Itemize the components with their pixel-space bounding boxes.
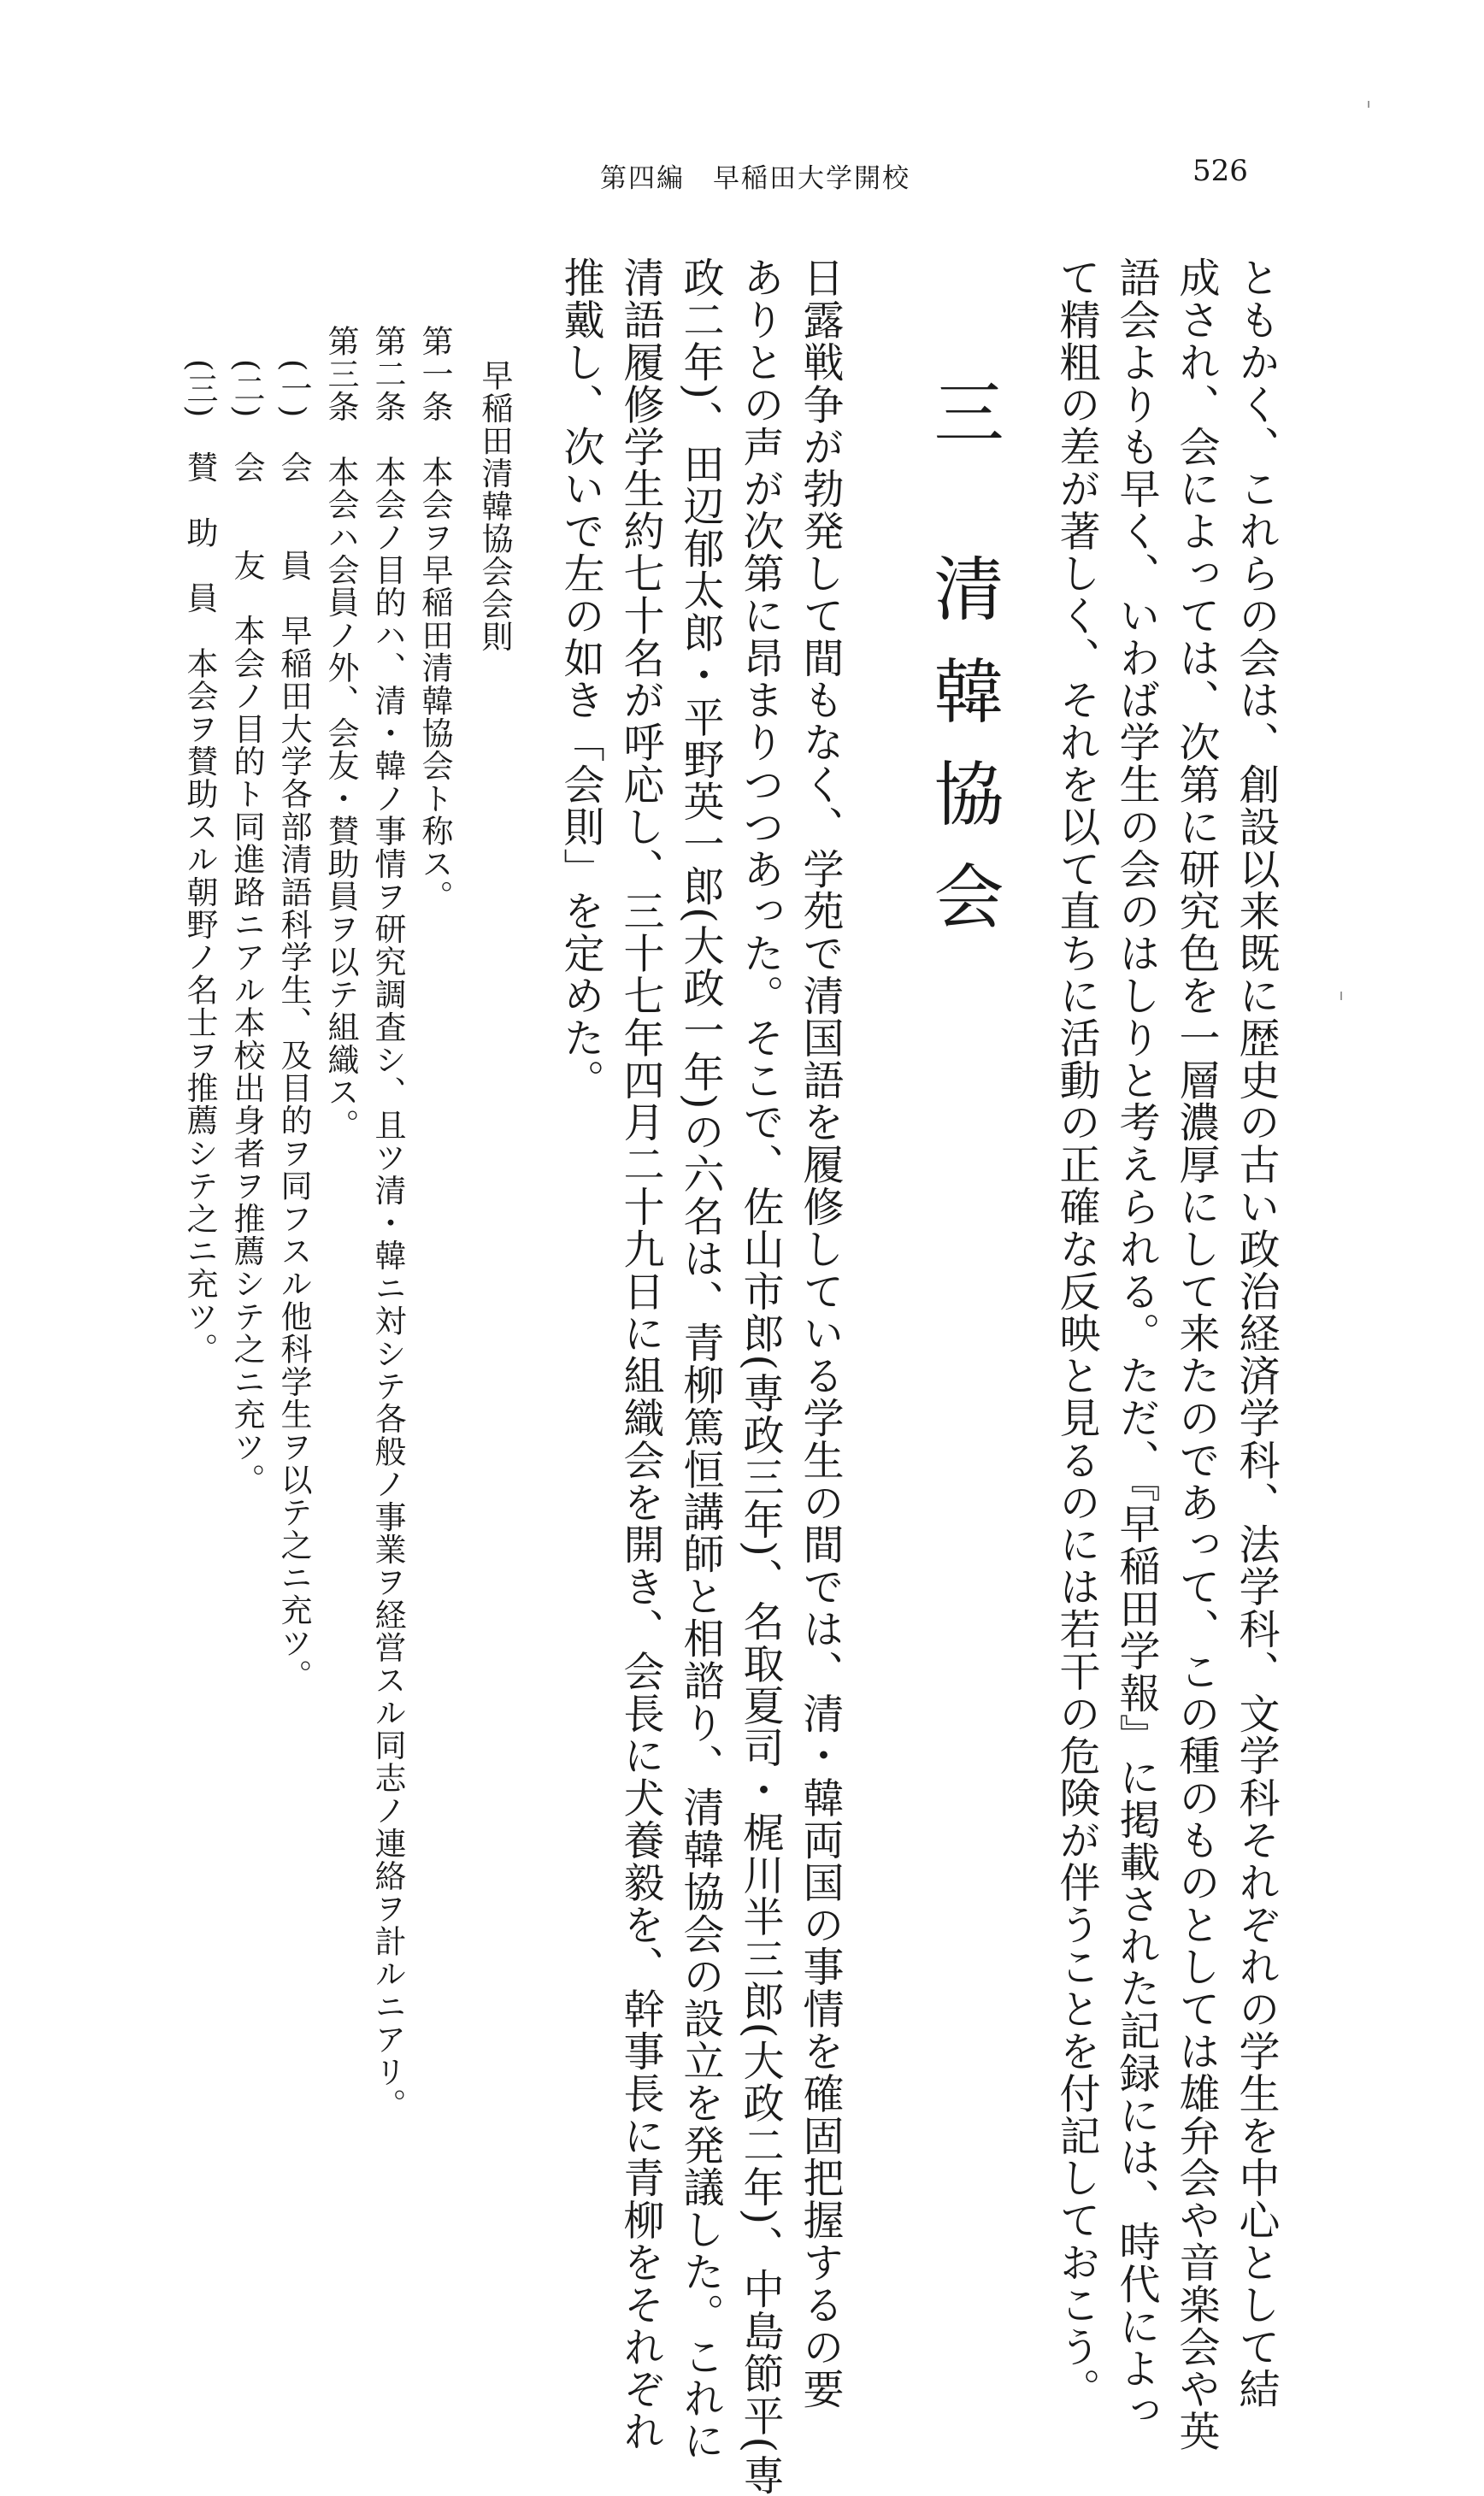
page-number: 526 bbox=[1192, 154, 1248, 188]
rules-article-1: 第一条 本会ヲ早稲田清韓協会ト称ス。 bbox=[416, 325, 453, 913]
rules-member-3: (三) 賛 助 員 本会ヲ賛助スル朝野ノ名士ヲ推薦シテ之ニ充ツ。 bbox=[181, 359, 218, 1366]
section-heading bbox=[922, 376, 1004, 962]
scan-mark bbox=[1340, 992, 1342, 1000]
intro-line-1: ともかく、これらの会は、創設以来既に歴史の古い政治経済学科、法学科、文学科それぞれの学生を中心として結 bbox=[1232, 256, 1280, 2411]
rules-member-2: (二) 会 友 本会ノ目的ト同進路ニアル本校出身者ヲ推薦シテ之ニ充ツ。 bbox=[228, 359, 265, 1497]
body-line-1: 日露戦争が勃発して間もなく、学苑で清国語を履修している学生の間では、清・韓両国の事情を確固把握するの要 bbox=[796, 256, 844, 2411]
body-line-4: 清語履修学生約七十名が呼応し、三十七年四月二十九日に組織会を開き、会長に犬養毅を、幹事長に青柳をそれぞれ bbox=[616, 256, 664, 2452]
scan-mark bbox=[1368, 101, 1369, 108]
rules-article-3: 第三条 本会ハ会員ノ外、会友・賛助員ヲ以テ組織ス。 bbox=[322, 325, 359, 1141]
intro-line-3: 語会よりも早く、いわば学生の会のはしりと考えられる。ただ、『早稲田学報』に掲載された記録には、時代によっ bbox=[1112, 256, 1160, 2432]
running-header: 第四編 早稲田大学開校 bbox=[600, 163, 910, 194]
body-line-3: 政二年)、田辺郁太郎・平野英一郎(大政一年)の六名は、青柳篤恒講師と相諮り、清韓協会の設立を発議した。これに bbox=[676, 256, 724, 2462]
section-title: 清韓協会 bbox=[922, 552, 1004, 962]
intro-line-2: 成され、会によっては、次第に研究色を一層濃厚にして来たのであって、この種のものとしては雄弁会や音楽会や英 bbox=[1172, 256, 1220, 2452]
body-line-5: 推戴し、次いで左の如き「会則」を定めた。 bbox=[556, 256, 604, 1101]
rules-article-2: 第二条 本会ノ目的ハ、清・韓ノ事情ヲ研究調査シ、且ツ清・韓ニ対シテ各般ノ事業ヲ経営スル同志ノ連絡ヲ計ルニアリ。 bbox=[369, 325, 406, 2121]
body-line-2: ありとの声が次第に昂まりつつあった。そこで、佐山市郎(専政三年)、名取夏司・梶川半三郎(大政二年)、中島節平(専 bbox=[736, 256, 784, 2496]
rules-member-1: (一) 会 員 早稲田大学各部清語科学生、及目的ヲ同フスル他科学生ヲ以テ之ニ充ツ。 bbox=[275, 359, 312, 1692]
intro-line-4: て精粗の差が著しく、それを以て直ちに活動の正確な反映と見るのには若干の危険が伴うことを付記しておこう。 bbox=[1052, 256, 1100, 2411]
section-number: 三 bbox=[922, 376, 1004, 479]
rules-title: 早稲田清韓協会会則 bbox=[476, 359, 513, 653]
